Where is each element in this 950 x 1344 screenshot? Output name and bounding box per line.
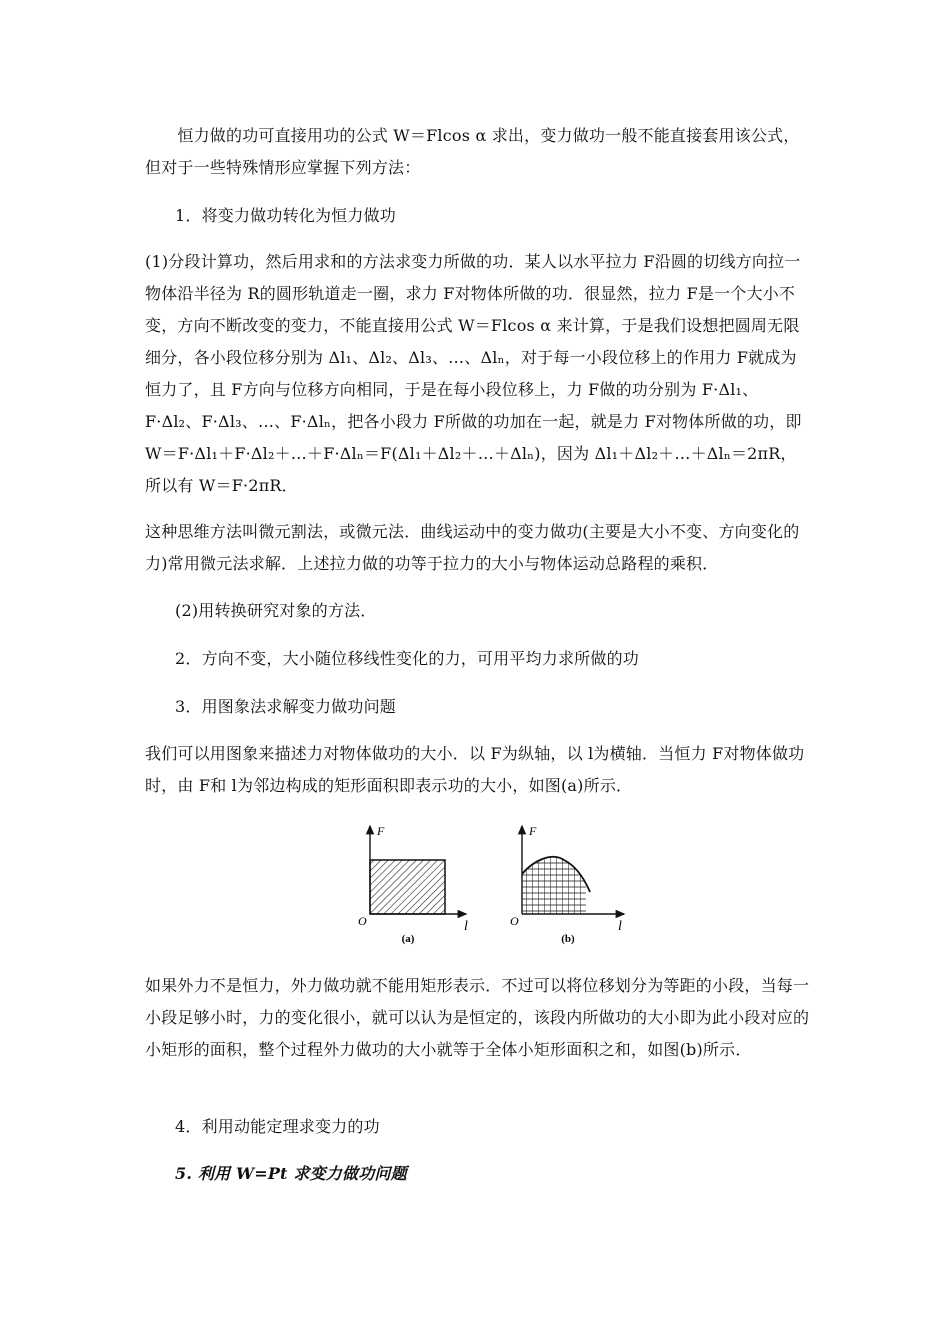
figure-a — [358, 824, 468, 945]
paragraph-1: (1)分段计算功，然后用求和的方法求变力所做的功．某人以水平拉力 F沿圆的切线方向拉一物体沿半径为 R的圆形轨道走一圈，求力 F对物体所做的功．很显然，拉力 F是一个大小不变，方向不断改变的变力，不能直接用公式 W＝Flcos α 来计算，于是我们设想把圆周无限细分，各小段位移分别为 Δl₁、Δl₂、Δl₃、…、Δlₙ，对于每一小段位移上的作用力 F就成为恒力了，且 F方向与位移方向相同，于是在每小段位移上，力 F做的功分别为 F·Δl₁、F·Δl₂、F·Δl₃、…、F·Δlₙ，把各小段力 F所做的功加在一起，就是力 F对物体所做的功，即 W＝F·Δl₁＋F·Δl₂＋…＋F·Δlₙ＝F(Δl₁＋Δl₂＋…＋Δlₙ)，因为 Δl₁＋Δl₂＋…＋Δlₙ＝2πR，所以有 W＝F·2πR． — [145, 252, 802, 495]
y-axis-label-b: F — [529, 824, 537, 838]
paragraph-5: 如果外力不是恒力，外力做功就不能用矩形表示．不过可以将位移划分为等距的小段，当每一小段足够小时，力的变化很小，就可以认为是恒定的，该段内所做功的大小即为此小段对应的小矩形的面积，整个过程外力做功的大小就等于全体小矩形面积之和，如图(b)所示． — [145, 976, 810, 1059]
origin-label-b: O — [510, 914, 519, 928]
x-axis-label-a: l — [464, 919, 468, 934]
caption-a: (a) — [401, 933, 415, 945]
heading-5: 5. 利用 W=Pt 求变力做功问题 — [175, 1164, 407, 1183]
y-axis-label-a: F — [377, 824, 385, 838]
paragraph-2: 这种思维方法叫微元割法，或微元法．曲线运动中的变力做功(主要是大小不变、方向变化的力)常用微元法求解．上述拉力做的功等于拉力的大小与物体运动总路程的乘积． — [145, 522, 800, 573]
intro-paragraph: 恒力做的功可直接用功的公式 W＝Flcos α 求出，变力做功一般不能直接套用该公式，但对于一些特殊情形应掌握下列方法： — [145, 126, 800, 177]
paragraph-3: (2)用转换研究对象的方法． — [175, 601, 377, 620]
heading-1: 1．将变力做功转化为恒力做功 — [175, 206, 396, 225]
heading-3: 3．用图象法求解变力做功问题 — [175, 697, 396, 716]
x-axis-label-b: l — [618, 919, 622, 934]
caption-b: (b) — [561, 933, 575, 945]
heading-4: 4．利用动能定理求变力的功 — [175, 1117, 380, 1136]
origin-label-a: O — [358, 914, 367, 928]
figure-svg — [352, 818, 642, 948]
work-area-figures — [352, 818, 642, 948]
figure-b — [510, 824, 624, 945]
work-rectangle — [370, 860, 445, 914]
paragraph-4: 我们可以用图象来描述力对物体做功的大小．以 F为纵轴，以 l为横轴．当恒力 F对物体做功时，由 F和 l为邻边构成的矩形面积即表示功的大小，如图(a)所示． — [145, 744, 805, 795]
heading-2: 2．方向不变，大小随位移线性变化的力，可用平均力求所做的功 — [175, 649, 639, 668]
